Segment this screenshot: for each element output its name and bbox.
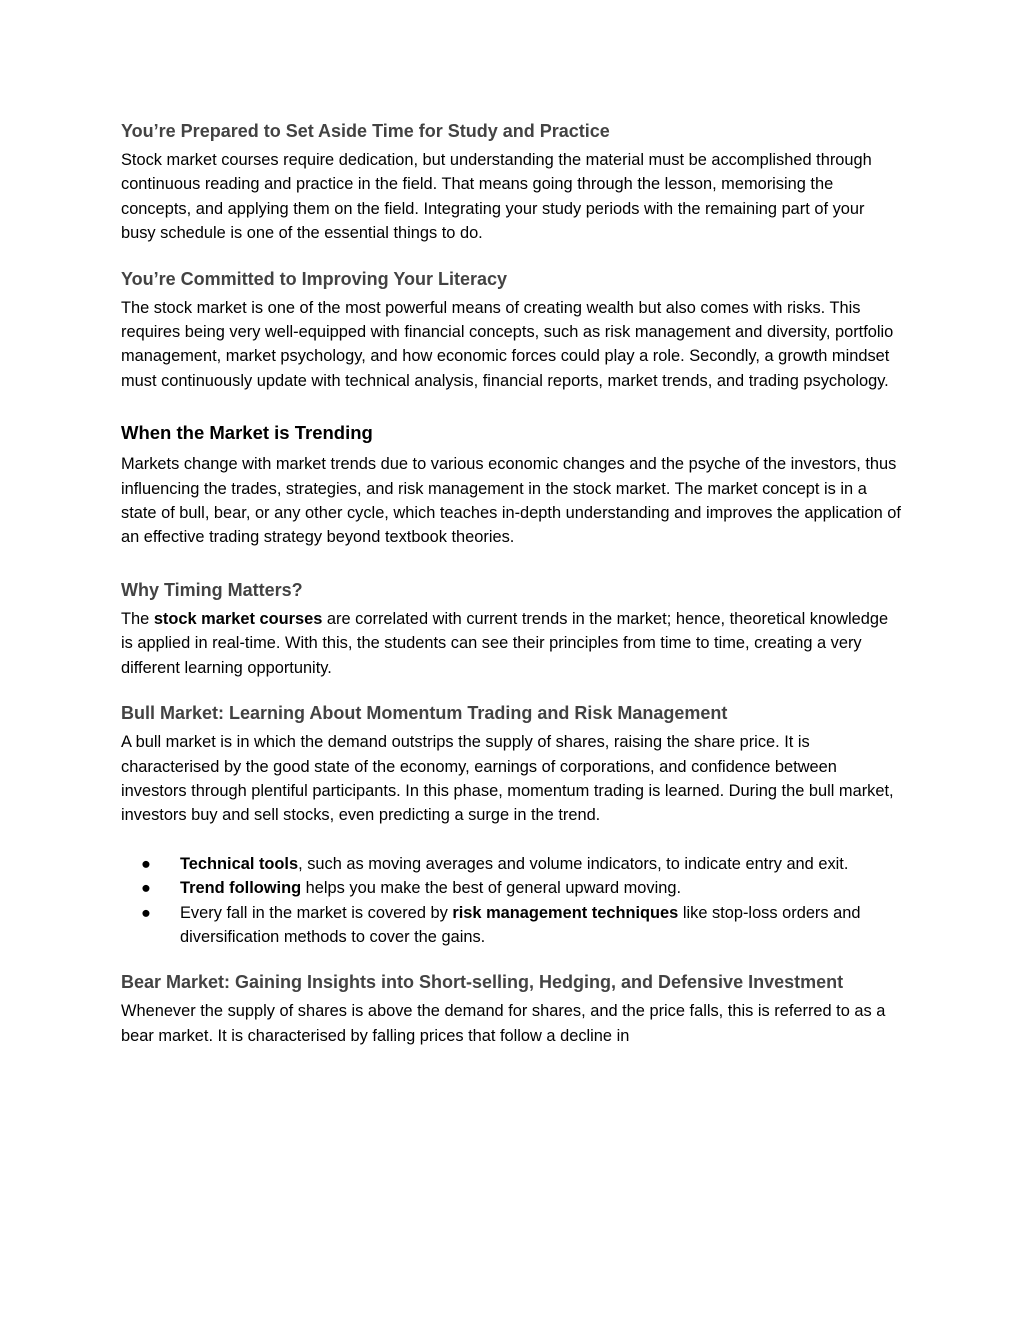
section-market-trending: [121, 420, 901, 550]
section-paragraph: [121, 607, 901, 680]
section-study-practice: [121, 118, 901, 246]
section-heading: You’re Committed to Improving Your Literacy: [121, 268, 508, 289]
bold-keyword: Trend following: [180, 879, 302, 898]
text-run: helps you make the best of general upward moving.: [301, 879, 682, 898]
section-paragraph: Markets change with market trends due to various economic changes and the psyche of the investors, thus influencing the trades, strategies, and risk management in the stock market. The market concept is in a state of bull, bear, or any other cycle, which teaches in-depth understanding and improves the application of an effective trading strategy beyond textbook theories.: [121, 455, 901, 547]
list-item: [121, 876, 901, 900]
text-run: The: [121, 609, 154, 628]
bullet-icon: ●: [141, 854, 151, 873]
section-timing: [121, 577, 901, 680]
bold-keyword: Technical tools: [180, 854, 299, 873]
bullet-icon: ●: [141, 879, 151, 898]
bold-keyword: risk management techniques: [452, 903, 679, 922]
section-heading: When the Market is Trending: [121, 422, 373, 444]
section-heading: You’re Prepared to Set Aside Time for Study and Practice: [121, 121, 610, 141]
section-paragraph: A bull market is in which the demand outstrips the supply of shares, raising the share price. It is characterised by the good state of the economy, earnings of corporations, and confidence between investors through plentiful participants. In this phase, momentum trading is learned. During the bull market, investors buy and sell stocks, even predicting a surge in the trend.: [121, 733, 894, 825]
list-item: [121, 852, 901, 876]
section-heading: Bull Market: Learning About Momentum Trading and Risk Management: [121, 703, 728, 724]
section-heading: Why Timing Matters?: [121, 579, 303, 600]
section-bull-market: [121, 700, 901, 949]
text-run: , such as moving averages and volume indicators, to indicate entry and exit.: [298, 854, 849, 873]
text-run: Every fall in the market is covered by: [180, 903, 453, 922]
text-run: like stop-loss orders and diversification methods to cover the gains.: [180, 903, 861, 946]
bold-keyword: stock market courses: [153, 609, 323, 628]
section-literacy: [121, 266, 901, 394]
bullet-icon: ●: [141, 903, 151, 922]
section-paragraph: The stock market is one of the most powerful means of creating wealth but also comes with risks. This requires being very well-equipped with financial concepts, such as risk management and diversity, portfolio management, market psychology, and how economic forces could play a role. Secondly, a growth mindset must continuously update with technical analysis, financial reports, market trends, and trading psychology.: [121, 298, 894, 390]
section-heading: Bear Market: Gaining Insights into Short-selling, Hedging, and Defensive Investment: [121, 972, 844, 993]
section-bear-market: [121, 969, 901, 1048]
list-item: [121, 901, 901, 950]
section-paragraph: Whenever the supply of shares is above the demand for shares, and the price falls, this is referred to as a bear market. It is characterised by falling prices that follow a decline in: [121, 1002, 886, 1045]
document-page: [121, 118, 901, 1068]
text-run: are correlated with current trends in the market; hence, theoretical knowledge is applied in real-time. With this, the students can see their principles from time to time, creating a very different learning opportunity.: [121, 609, 889, 677]
section-paragraph: Stock market courses require dedication, but understanding the material must be accomplished through continuous reading and practice in the field. That means going through the lesson, memorising the concepts, and applying them on the field. Integrating your study periods with the remaining part of your busy schedule is one of the essential things to do.: [121, 151, 872, 243]
bullet-list: [121, 852, 901, 950]
